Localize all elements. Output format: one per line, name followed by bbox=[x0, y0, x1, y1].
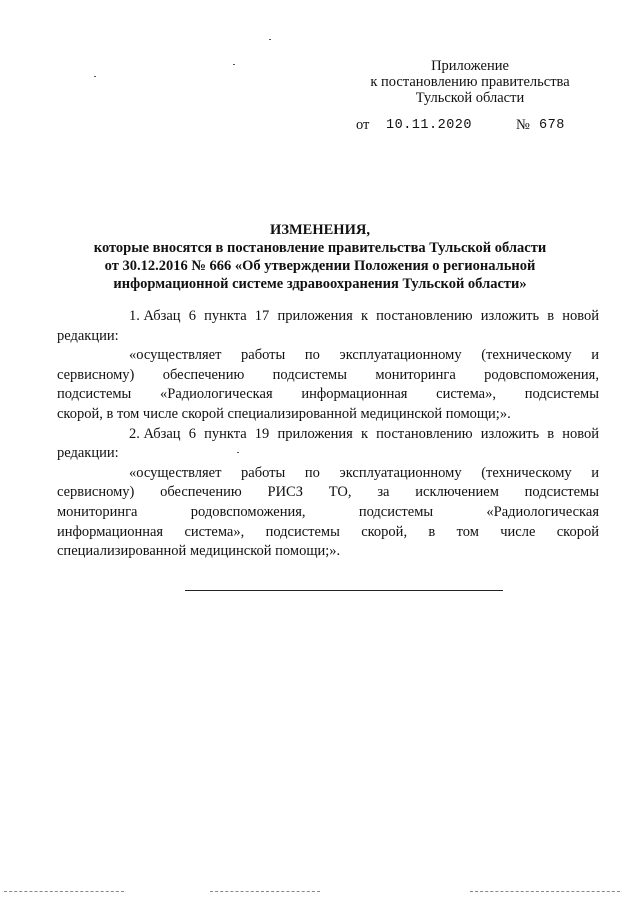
heading-line: которые вносятся в постановление правительства Тульской области bbox=[93, 240, 547, 256]
word: (техническому bbox=[481, 347, 572, 364]
word: постановлению bbox=[376, 425, 473, 442]
document-heading bbox=[60, 221, 580, 293]
word: новой bbox=[562, 425, 599, 442]
quote-line bbox=[87, 464, 599, 484]
word: ТО, bbox=[328, 484, 352, 501]
word: в bbox=[547, 308, 555, 324]
word: изложить bbox=[480, 425, 540, 442]
word: подсистемы bbox=[272, 366, 347, 383]
word: 6 bbox=[188, 425, 196, 442]
quote-line bbox=[57, 503, 599, 523]
appendix-line: Тульской области bbox=[415, 90, 525, 106]
scan-edge-mark bbox=[210, 891, 320, 892]
word: система», bbox=[184, 523, 245, 540]
word: родовспоможения, bbox=[190, 503, 306, 520]
end-of-document-rule bbox=[185, 590, 503, 591]
word: подсистемы bbox=[358, 503, 434, 520]
word: новой bbox=[562, 308, 599, 324]
quote-line: специализированной медицинской помощи;». bbox=[57, 543, 341, 560]
scan-edge-mark bbox=[4, 891, 124, 892]
word: скорой, bbox=[361, 523, 408, 540]
word: РИСЗ bbox=[267, 484, 303, 501]
date-label: от bbox=[356, 117, 370, 133]
heading-line: от 30.12.2016 № 666 «Об утверждении Положения о региональной bbox=[104, 258, 536, 274]
word: сервисному) bbox=[57, 366, 135, 383]
word: система», bbox=[436, 386, 496, 403]
word: подсистемы bbox=[524, 386, 599, 403]
word: работы bbox=[241, 464, 286, 481]
word: 17 bbox=[254, 308, 270, 324]
paragraph-line bbox=[87, 425, 599, 445]
word: 1. Абзац bbox=[129, 308, 181, 324]
word: 6 bbox=[188, 308, 196, 324]
document-date: 10.11.2020 bbox=[386, 118, 473, 133]
appendix-line: к постановлению правительства bbox=[370, 74, 570, 90]
word: 2. Абзац bbox=[129, 425, 181, 442]
appendix-block bbox=[330, 58, 610, 106]
quote-line bbox=[57, 385, 599, 405]
word: том bbox=[456, 523, 479, 540]
word: сервисному) bbox=[57, 484, 135, 501]
scan-speck bbox=[94, 76, 96, 77]
word: в bbox=[428, 523, 436, 540]
quote-line: скорой, в том числе скорой специализированной медицинской помощи;». bbox=[57, 405, 511, 422]
word: подсистемы bbox=[57, 386, 132, 403]
scan-speck bbox=[233, 64, 235, 65]
word: эксплуатационному bbox=[339, 347, 462, 364]
word: «Радиологическая bbox=[486, 503, 599, 520]
document-number: 678 bbox=[539, 118, 565, 133]
document-body bbox=[57, 307, 599, 562]
scan-speck bbox=[237, 452, 239, 453]
word: обеспечению bbox=[160, 484, 242, 501]
word: постановлению bbox=[376, 308, 473, 324]
word: мониторинга bbox=[375, 366, 456, 383]
word: скорой bbox=[556, 523, 599, 540]
word: «Радиологическая bbox=[160, 386, 273, 403]
heading-line: информационной системе здравоохранения Тульской области» bbox=[113, 276, 527, 292]
word: работы bbox=[241, 347, 286, 364]
word: исключением bbox=[415, 484, 499, 501]
quote-line bbox=[57, 523, 599, 543]
quote-line bbox=[57, 366, 599, 386]
word: (техническому bbox=[481, 464, 572, 481]
heading-title: ИЗМЕНЕНИЯ, bbox=[270, 222, 370, 238]
word: за bbox=[377, 484, 390, 501]
word: подсистемы bbox=[524, 484, 599, 501]
word: «осуществляет bbox=[129, 464, 222, 481]
paragraph-line: редакции: bbox=[57, 445, 119, 462]
word: пункта bbox=[204, 425, 247, 442]
word: по bbox=[304, 347, 320, 364]
word: к bbox=[360, 425, 368, 442]
word: подсистемы bbox=[265, 523, 340, 540]
word: приложения bbox=[277, 425, 353, 442]
word: 19 bbox=[254, 425, 270, 442]
word: эксплуатационному bbox=[339, 464, 462, 481]
word: к bbox=[360, 308, 368, 324]
paragraph-line: редакции: bbox=[57, 327, 119, 344]
word: в bbox=[547, 425, 555, 442]
scan-edge-mark bbox=[470, 891, 620, 892]
word: изложить bbox=[480, 308, 540, 324]
word: обеспечению bbox=[162, 366, 245, 383]
word: родовспоможения, bbox=[484, 366, 599, 383]
word: информационная bbox=[301, 386, 408, 403]
number-label: № bbox=[516, 117, 530, 133]
word: по bbox=[304, 464, 320, 481]
appendix-title: Приложение bbox=[431, 58, 509, 74]
word: приложения bbox=[277, 308, 353, 324]
scan-speck bbox=[269, 39, 271, 40]
word: «осуществляет bbox=[129, 347, 222, 364]
quote-line bbox=[57, 483, 599, 503]
quote-line bbox=[87, 346, 599, 366]
word: и bbox=[591, 347, 599, 364]
word: пункта bbox=[204, 308, 247, 324]
paragraph-line bbox=[87, 307, 599, 327]
word: информационная bbox=[57, 523, 164, 540]
word: и bbox=[591, 464, 599, 481]
word: мониторинга bbox=[57, 503, 138, 520]
word: числе bbox=[500, 523, 536, 540]
